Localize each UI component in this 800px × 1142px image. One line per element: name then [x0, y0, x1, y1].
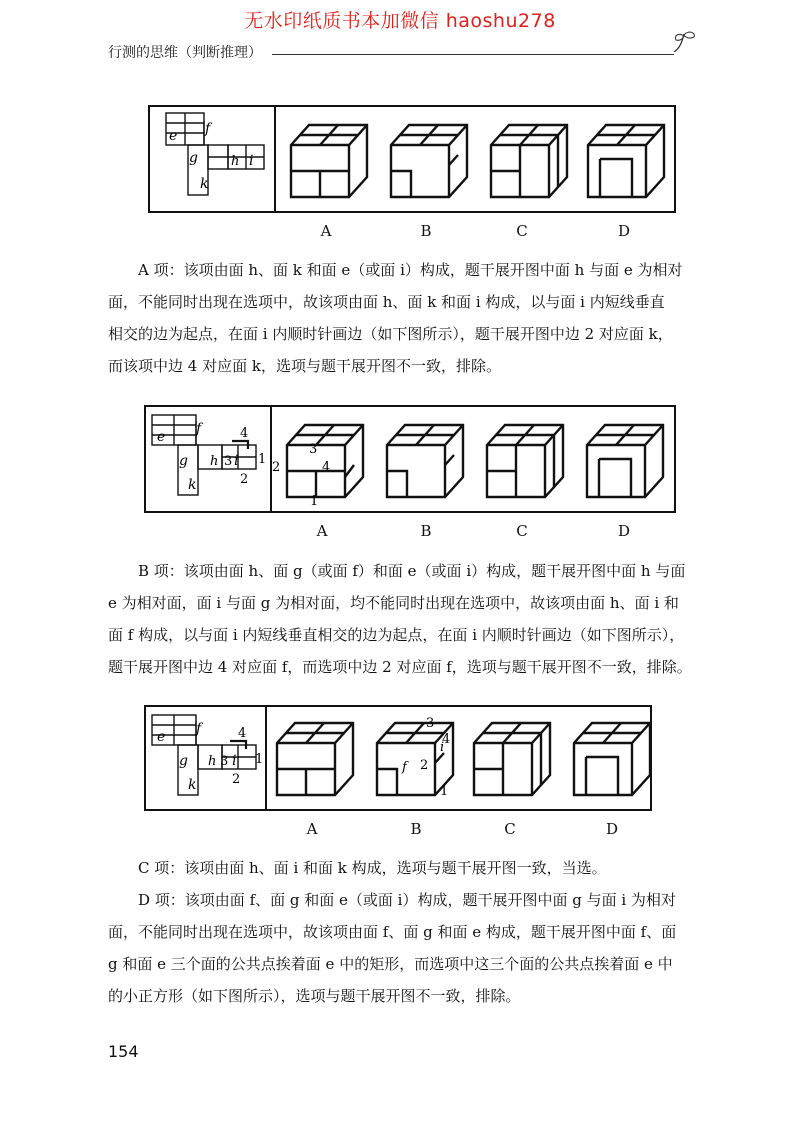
option-cube-b	[391, 125, 467, 197]
paragraph-option-a: A 项：该项由面 h、面 k 和面 e（或面 i）构成，题干展开图中面 h 与面 e 为相对 面，不能同时出现在选项中，故该项由面 h、面 k 和面 i 构成，以与面 i 内短线垂直 相交的边为起点，在面 i 内顺时针画边（如下图所示），题干展开图中边 2 对应面 k， 而该项中边 4 对应面 k，选项与题干展开图不一致，排除。	[108, 261, 683, 375]
svg-text:k: k	[188, 477, 197, 493]
page-number: 154	[108, 1042, 139, 1061]
option-cube-d	[588, 125, 664, 197]
paragraph-option-c: C 项：该项由面 h、面 i 和面 k 构成，选项与题干展开图一致，当选。	[138, 859, 607, 877]
svg-text:1: 1	[440, 784, 449, 799]
svg-text:1: 1	[310, 494, 319, 509]
svg-text:2: 2	[232, 772, 241, 787]
leaf-icon	[672, 30, 698, 52]
svg-text:4: 4	[322, 460, 331, 475]
net-label-k: k	[200, 176, 209, 192]
svg-text:f: f	[196, 421, 202, 437]
svg-text:i: i	[232, 753, 237, 769]
paragraph-option-b: B 项：该项由面 h、面 g（或面 f）和面 e（或面 i）构成，题干展开图中面 h 与面 e 为相对面，面 i 与面 g 为相对面，均不能同时出现在选项中，故该项由面 h、面 i 和 面 f 构成，以与面 i 内短线垂直相交的边为起点，在面 i 内顺时针画边（如下图所示）， 题干展开图中边 4 对应面 f，而选项中边 2 对应面 f，选项与题干展开图不一致，排除。	[108, 562, 692, 676]
svg-text:i: i	[234, 453, 239, 469]
figure-2	[144, 405, 676, 513]
watermark-text: 无水印纸质书本加微信 haoshu278	[244, 10, 556, 32]
svg-text:3: 3	[309, 442, 318, 457]
svg-text:g: g	[179, 753, 188, 769]
figure-3	[144, 705, 652, 811]
option-cube-c	[491, 125, 567, 197]
option-label-c: C	[516, 222, 528, 240]
svg-text:k: k	[188, 777, 197, 793]
net-label-i: i	[249, 153, 254, 169]
svg-text:h: h	[210, 454, 219, 469]
svg-text:3: 3	[224, 454, 233, 469]
svg-text:2: 2	[420, 758, 429, 773]
paragraph-option-d: D 项：该项由面 f、面 g 和面 e（或面 i）构成，题干展开图中面 g 与面 i 为相对 面，不能同时出现在选项中，故该项由面 f、面 g 和面 e 构成，题干展开图中面 f、面 g 和面 e 三个面的公共点挨着面 e 中的矩形，而选项中这三个面的公共点挨着面 e 中 的小正方形（如下图所示），选项与题干展开图不一致，排除。	[108, 891, 677, 1005]
svg-text:h: h	[208, 754, 217, 769]
svg-text:e: e	[157, 729, 166, 745]
svg-text:4: 4	[238, 726, 247, 741]
svg-text:4: 4	[240, 426, 249, 441]
net-label-f: f	[205, 121, 211, 137]
svg-text:e: e	[157, 429, 166, 445]
header-rule	[272, 54, 674, 55]
svg-text:2: 2	[272, 460, 281, 475]
option-label-b: B	[420, 222, 432, 240]
svg-text:4: 4	[442, 732, 451, 747]
net-label-e: e	[169, 128, 178, 144]
running-header-title: 行测的思维（判断推理）	[108, 45, 262, 61]
svg-text:g: g	[179, 453, 188, 469]
svg-text:i: i	[440, 740, 445, 755]
svg-text:f: f	[196, 721, 202, 737]
svg-text:2: 2	[240, 472, 249, 487]
svg-text:f: f	[402, 760, 407, 775]
svg-text:3: 3	[220, 754, 229, 769]
option-label-d: D	[617, 222, 631, 240]
figure-1	[148, 105, 676, 213]
net-label-g: g	[189, 150, 198, 166]
option-label-a: A	[320, 222, 332, 240]
svg-text:3: 3	[426, 716, 435, 731]
net-label-h: h	[231, 154, 240, 169]
svg-text:1: 1	[255, 752, 264, 767]
option-cube-a	[291, 125, 367, 197]
svg-text:1: 1	[258, 452, 267, 467]
